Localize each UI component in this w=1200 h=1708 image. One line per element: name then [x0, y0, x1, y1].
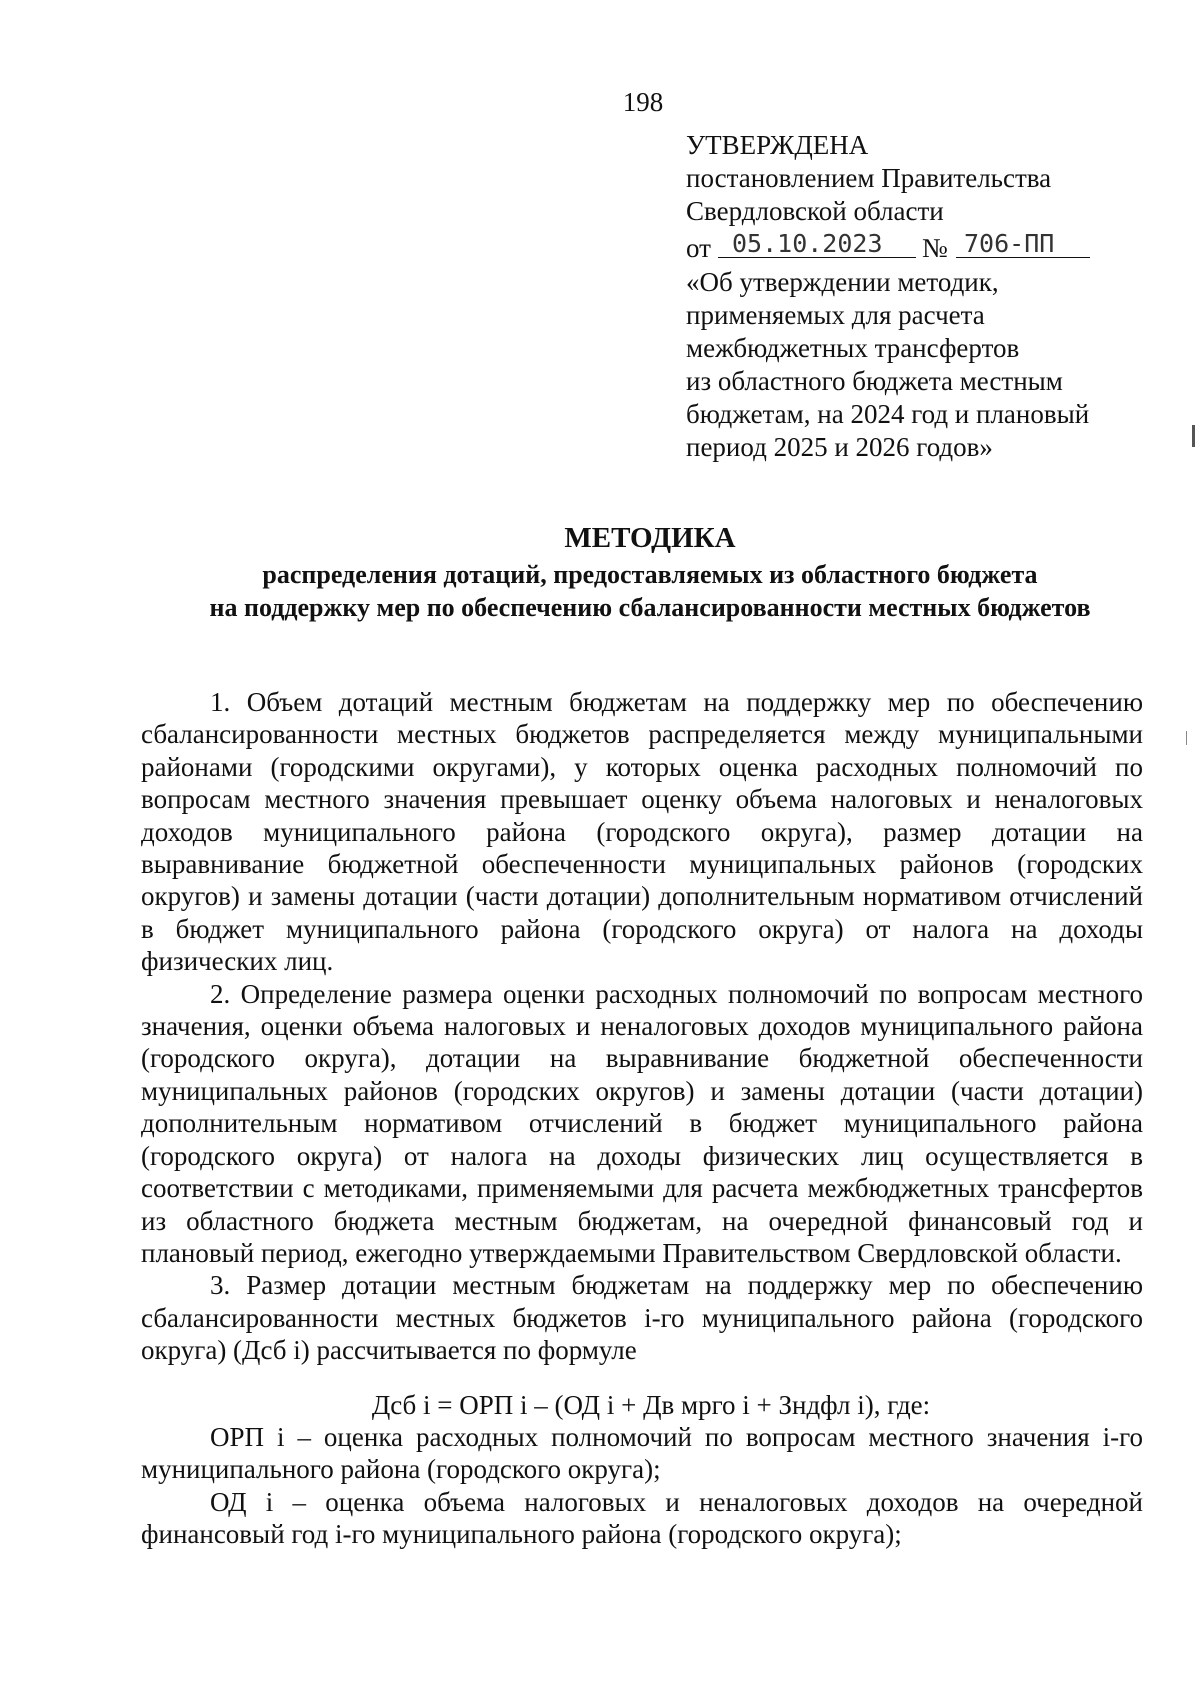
heading-subtitle-line2: на поддержку мер по обеспечению сбалансированности местных бюджетов [209, 593, 1091, 622]
number-value: 706-ПП [956, 228, 1090, 258]
number-prefix: № [922, 233, 948, 263]
paragraph-1: 1. Объем дотаций местным бюджетам на поддержку мер по обеспечению сбалансированности местных бюджетов распределяется между муниципальными районами (городскими округами), у которых оценка расходных полномочий по вопросам местного значения превышает оценку объема налоговых и неналоговых доходов муниципального района (городского округа), размер дотации на выравнивание бюджетной обеспеченности муниципальных районов (городских округов) и замены дотации (части дотации) дополнительным нормативом отчислений в бюджет муниципального района (городского округа) от налога на доходы физических лиц. [141, 687, 1143, 977]
document-heading [100, 518, 1200, 624]
heading-title: МЕТОДИКА [564, 522, 736, 554]
resolution-line: «Об утверждении методик, [686, 267, 999, 297]
resolution-title [686, 266, 1156, 464]
resolution-line: применяемых для расчета [686, 300, 985, 330]
approval-status: УТВЕРЖДЕНА [686, 130, 869, 160]
document-body [141, 686, 1143, 1551]
heading-subtitle-line1: распределения дотаций, предоставляемых из областного бюджета [262, 560, 1038, 589]
scan-edge-tick [1186, 731, 1187, 745]
approval-date-line [686, 228, 1156, 265]
resolution-line: бюджетам, на 2024 год и плановый [686, 399, 1090, 429]
approval-issuer-line2: Свердловской области [686, 196, 944, 226]
resolution-line: из областного бюджета местным [686, 366, 1063, 396]
scan-edge-mark [1192, 425, 1195, 447]
approval-block [686, 129, 1156, 464]
definition-orp: ОРП i – оценка расходных полномочий по вопросам местного значения i-го муниципального района (городского округа); [141, 1421, 1143, 1485]
definition-od: ОД i – оценка объема налоговых и неналоговых доходов на очередной финансовый год i-го муниципального района (городского округа); [141, 1486, 1143, 1550]
date-value: 05.10.2023 [718, 228, 916, 258]
paragraph-2: 2. Определение размера оценки расходных полномочий по вопросам местного значения, оценки объема налоговых и неналоговых доходов муниципального района (городского округа), дотации на выравнивание бюджетной обеспеченности муниципальных районов (городских округов) и замены дотации (части дотации) дополнительным нормативом отчислений в бюджет муниципального района (городского округа) от налога на доходы физических лиц осуществляется в соответствии с методиками, применяемыми для расчета межбюджетных трансфертов из областного бюджета местным бюджетам, на очередной финансовый год и плановый период, ежегодно утверждаемыми Правительством Свердловской области. [141, 978, 1143, 1268]
resolution-line: межбюджетных трансфертов [686, 333, 1020, 363]
paragraph-3: 3. Размер дотации местным бюджетам на поддержку мер по обеспечению сбалансированности местных бюджетов i-го муниципального района (городского округа) (Дсб i) рассчитывается по формуле [141, 1270, 1143, 1366]
resolution-line: период 2025 и 2026 годов» [686, 432, 993, 462]
formula: Дсб i = ОРП i – (ОД i + Дв мрго i + Зндфл i), где: [371, 1389, 931, 1420]
approval-issuer-line1: постановлением Правительства [686, 163, 1052, 193]
date-prefix: от [686, 233, 711, 263]
page-number: 198 [622, 87, 664, 117]
